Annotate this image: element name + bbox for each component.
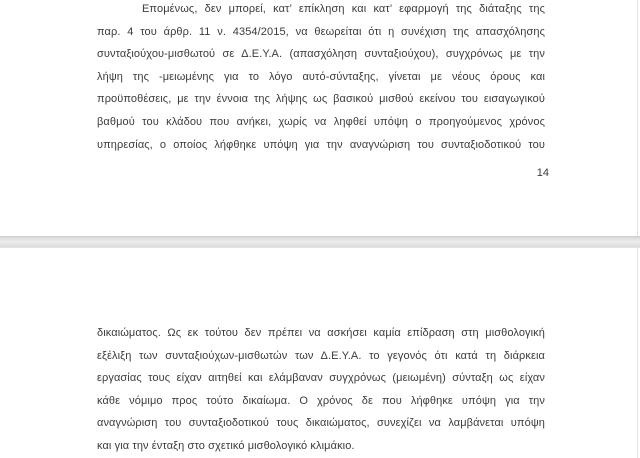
text-line: Επομένως, δεν μπορεί, κατ’ επίκληση και κατ’ εφαρμογή της διάταξης της [142,3,545,15]
text-line: συνταξιούχου-μισθωτού σε Δ.Ε.Υ.Α. (απασχόληση συνταξιούχου), συγχρόνως με την [97,48,545,61]
text-line: αναγνώριση του συνταξιοδοτικού τους δικαιώματος, συνεχίζει να λαμβάνεται υπόψη [97,417,545,430]
text-line: και για την ένταξη στο σχετικό μισθολογικό κλιμάκιο. [97,439,355,452]
text-line: υπηρεσίας, ο οποίος λήφθηκε υπόψη για την αναγνώριση του συνταξιοδοτικού του [97,138,545,151]
text-line: προϋποθέσεις, με την έννοια της λήψης ως βασικού μισθού εκείνου του εισαγωγικού [97,93,545,106]
next-page-text-block [97,248,545,458]
text-line: παρ. 4 του άρθρ. 11 ν. 4354/2015, να θεωρείται ότι η συνέχιση της απασχόλησης [97,25,545,38]
page-gap-separator [0,236,640,248]
page-edge-border [637,0,638,458]
text-line: δικαιώματος. Ως εκ τούτου δεν πρέπει να ασκήσει καμία επίδραση στη μισθολογική [97,327,545,339]
text-line: εργασίας τους είχαν αιτηθεί και ελάμβαναν συγχρόνως (μειωμένη) σύνταξη ως είχαν [97,372,545,385]
text-line: εξέλιξη των συνταξιούχων-μισθωτών των Δ.Ε.Υ.Α. το γεγονός ότι κατά τη διάρκεια [97,349,545,362]
text-line: βαθμού του κλάδου που ανήκει, χωρίς να ληφθεί υπόψη ο προηγούμενος χρόνος [97,115,545,128]
document-page-next [0,248,640,458]
text-line: κάθε νόμιμο προς τούτο δικαίωμα. Ο χρόνος δε που λήφθηκε υπόψη για την [97,394,545,407]
page-number: 14 [536,167,549,180]
page-14-text-block [97,0,549,185]
text-line: λήψη της -μειωμένης για το λόγο αυτό-σύνταξης, γίνεται με νέους όρους και [97,70,545,83]
